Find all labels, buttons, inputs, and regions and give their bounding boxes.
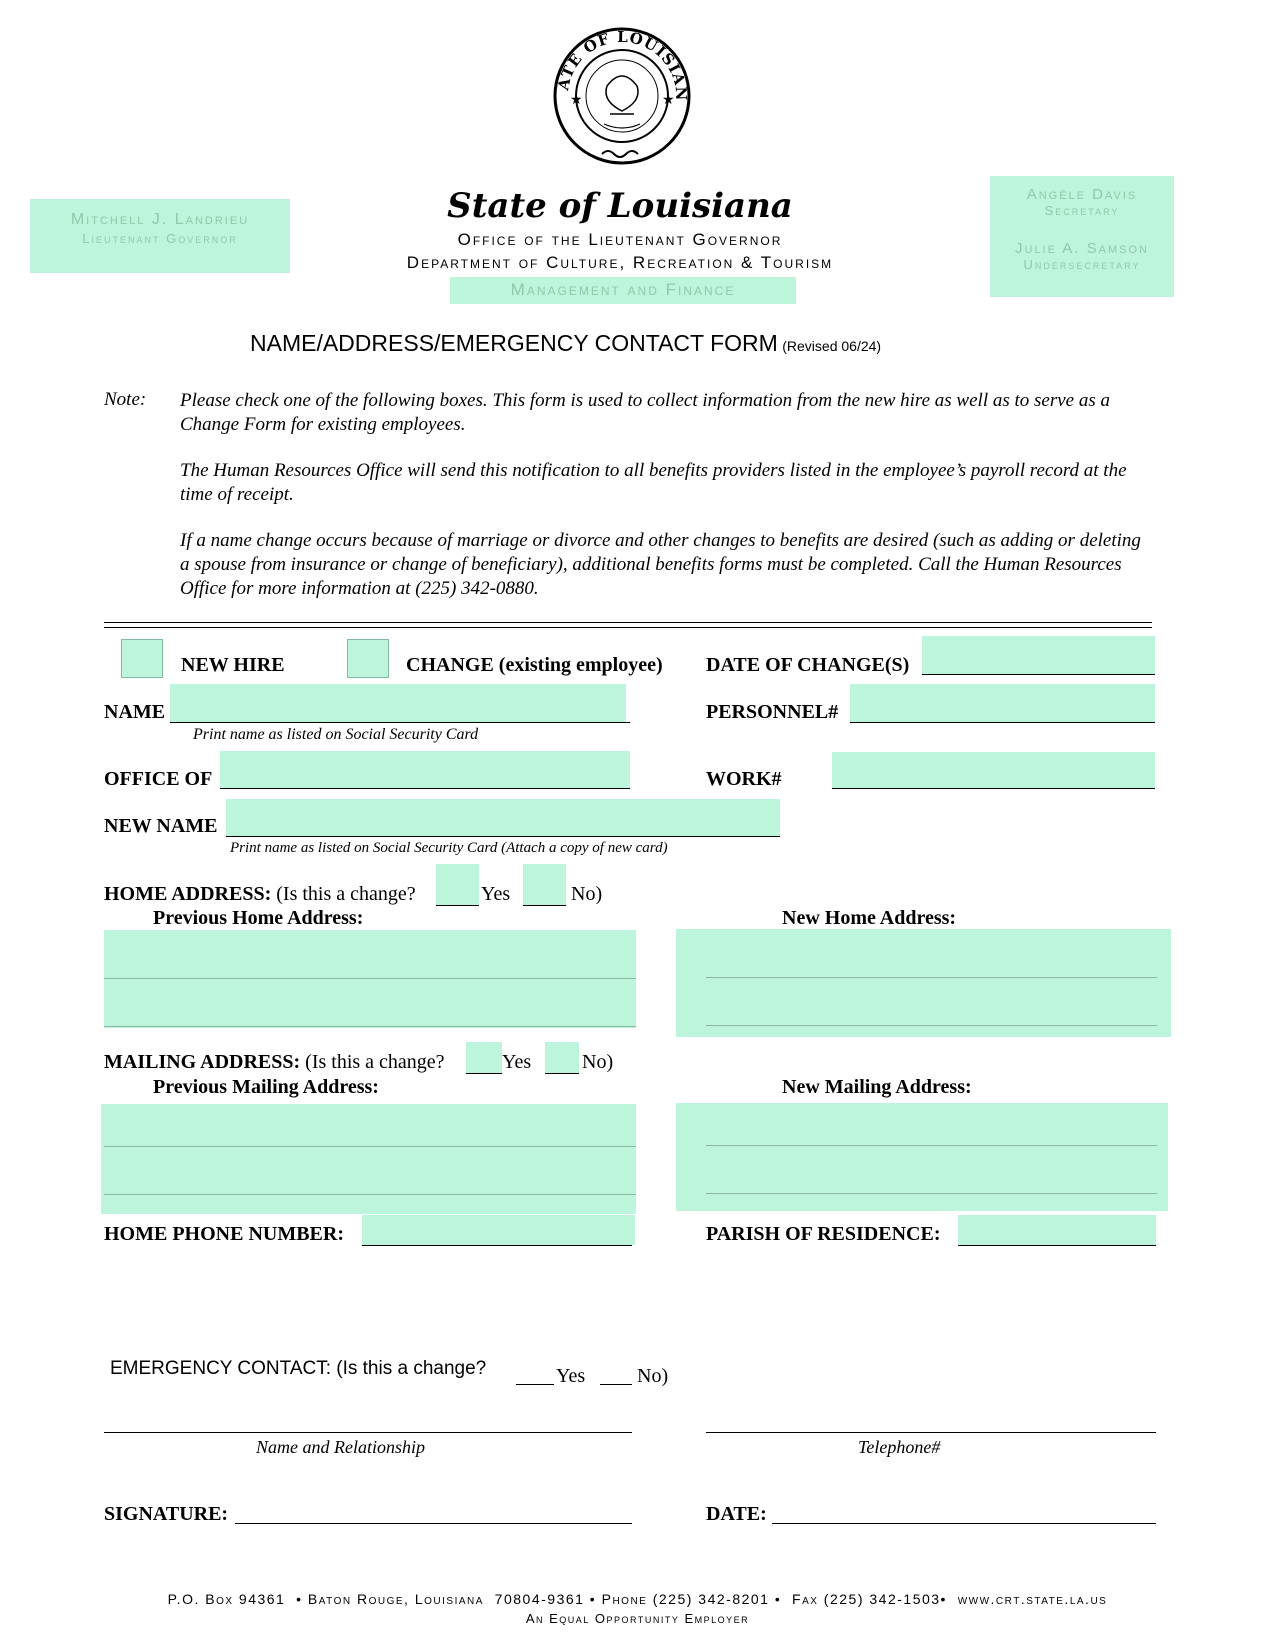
change-label: CHANGE (existing employee) bbox=[406, 654, 663, 676]
home-change-no-box[interactable] bbox=[523, 864, 566, 906]
division-box: Management and Finance bbox=[450, 277, 796, 304]
mailing-address-label: MAILING ADDRESS: bbox=[104, 1051, 301, 1073]
name-field[interactable] bbox=[170, 684, 626, 722]
prev-mailing-label: Previous Mailing Address: bbox=[153, 1076, 379, 1098]
prev-mailing-line-1 bbox=[104, 1146, 636, 1147]
home-yes-line bbox=[436, 905, 479, 906]
signature-label: SIGNATURE: bbox=[104, 1503, 229, 1525]
prev-mailing-address-field[interactable] bbox=[101, 1104, 636, 1214]
home-address-row bbox=[104, 883, 416, 906]
personnel-field[interactable] bbox=[850, 684, 1155, 722]
home-change-yes-box[interactable] bbox=[436, 864, 479, 906]
home-phone-label: HOME PHONE NUMBER: bbox=[104, 1223, 344, 1245]
mailing-change-question: (Is this a change? bbox=[305, 1051, 445, 1073]
footer-eoe: An Equal Opportunity Employer bbox=[525, 1611, 750, 1626]
divider bbox=[104, 622, 1152, 628]
office-of-field[interactable] bbox=[220, 751, 630, 788]
form-title-row bbox=[250, 330, 881, 357]
new-mailing-line-1 bbox=[706, 1145, 1157, 1146]
home-phone-field[interactable] bbox=[362, 1215, 635, 1245]
work-field[interactable] bbox=[832, 752, 1155, 788]
date-label: DATE: bbox=[706, 1503, 767, 1525]
mailing-no-label: No) bbox=[582, 1051, 614, 1073]
home-phone-line bbox=[362, 1245, 632, 1246]
personnel-line bbox=[850, 722, 1155, 723]
home-no-label: No) bbox=[571, 883, 603, 905]
mailing-change-yes-box[interactable] bbox=[466, 1042, 502, 1074]
personnel-label: PERSONNEL# bbox=[706, 701, 839, 723]
new-mailing-label: New Mailing Address: bbox=[782, 1076, 972, 1098]
name-line bbox=[170, 722, 630, 723]
parish-label: PARISH OF RESIDENCE: bbox=[706, 1223, 941, 1245]
prev-home-label: Previous Home Address: bbox=[153, 907, 364, 929]
new-name-hint: Print name as listed on Social Security Card (Attach a copy of new card) bbox=[230, 840, 668, 856]
department-name: Department of Culture, Recreation & Tourism bbox=[406, 253, 834, 272]
date-of-change-line bbox=[922, 674, 1155, 675]
seal-text: ATE OF LOUISIAN bbox=[554, 27, 691, 102]
emergency-no-label: No) bbox=[637, 1365, 669, 1387]
mailing-no-line bbox=[545, 1073, 579, 1074]
lt-governor-name: Mitchell J. Landrieu bbox=[70, 211, 250, 228]
date-of-change-label: DATE OF CHANGE(S) bbox=[706, 654, 910, 676]
contact-telephone-line[interactable] bbox=[706, 1432, 1156, 1433]
mailing-yes-line bbox=[466, 1073, 502, 1074]
new-hire-checkbox[interactable] bbox=[121, 639, 163, 678]
name-hint: Print name as listed on Social Security Card bbox=[193, 726, 479, 743]
new-home-label: New Home Address: bbox=[782, 907, 957, 929]
contact-name-hint: Name and Relationship bbox=[256, 1437, 425, 1457]
undersecretary-name: Julie A. Samson bbox=[1015, 240, 1149, 257]
contact-name-line[interactable] bbox=[104, 1432, 632, 1433]
home-change-question: (Is this a change? bbox=[276, 883, 416, 905]
mailing-yes-label: Yes bbox=[502, 1051, 532, 1073]
footer-address: P.O. Box 94361 • Baton Rouge, Louisiana 70804-9361 • Phone (225) 342-8201 • Fax (225) 342-1503• www.crt.state.la.us bbox=[167, 1591, 1108, 1607]
work-line bbox=[832, 788, 1155, 789]
lt-governor-box bbox=[30, 199, 290, 273]
emergency-contact-label: EMERGENCY CONTACT: (Is this a change? bbox=[110, 1358, 487, 1379]
home-no-line bbox=[523, 905, 566, 906]
undersecretary-title: Undersecretary bbox=[1023, 257, 1141, 272]
note-paragraph-1: Please check one of the following boxes. This form is used to collect information from the new hire as well as to serve as a Change Form for existing employees. bbox=[180, 390, 1110, 435]
state-name: State of Louisiana bbox=[447, 186, 793, 226]
form-title: NAME/ADDRESS/EMERGENCY CONTACT FORM bbox=[250, 330, 778, 356]
home-yes-label: Yes bbox=[481, 883, 511, 905]
new-mailing-address-field[interactable] bbox=[676, 1103, 1168, 1211]
new-mailing-line-2 bbox=[706, 1193, 1157, 1194]
work-label: WORK# bbox=[706, 768, 782, 790]
form-revised: (Revised 06/24) bbox=[782, 338, 882, 354]
new-hire-label: NEW HIRE bbox=[181, 654, 285, 676]
note-block bbox=[180, 389, 1150, 623]
office-name: Office of the Lieutenant Governor bbox=[457, 230, 783, 249]
date-of-change-field[interactable] bbox=[922, 636, 1155, 674]
home-address-label: HOME ADDRESS: bbox=[104, 883, 272, 905]
name-label: NAME bbox=[104, 701, 166, 723]
new-home-line-1 bbox=[706, 977, 1157, 978]
office-of-label: OFFICE OF bbox=[104, 768, 213, 790]
mailing-change-no-box[interactable] bbox=[545, 1042, 579, 1074]
secretary-title: Secretary bbox=[1044, 203, 1120, 218]
date-line[interactable] bbox=[772, 1523, 1156, 1524]
new-home-line-2 bbox=[706, 1025, 1157, 1026]
secretary-name: Angèle Davis bbox=[1026, 186, 1138, 203]
new-name-line bbox=[226, 836, 780, 837]
prev-home-line-1 bbox=[104, 978, 636, 979]
new-name-label: NEW NAME bbox=[104, 815, 218, 837]
new-home-address-field[interactable] bbox=[676, 929, 1171, 1037]
svg-text:★: ★ bbox=[570, 92, 583, 108]
new-name-field[interactable] bbox=[226, 799, 780, 836]
svg-text:STATE OF LOUISIANA bbox=[552, 26, 690, 102]
state-seal bbox=[552, 26, 692, 166]
emergency-no-line bbox=[600, 1384, 632, 1385]
lt-governor-title: Lieutenant Governor bbox=[82, 231, 238, 246]
note-paragraph-2: The Human Resources Office will send this notification to all benefits providers listed in the employee’s payroll record at the time of receipt. bbox=[180, 460, 1127, 505]
office-of-line bbox=[220, 788, 630, 789]
emergency-yes-label: Yes bbox=[556, 1365, 586, 1387]
parish-field[interactable] bbox=[958, 1215, 1156, 1245]
prev-mailing-line-2 bbox=[104, 1194, 636, 1195]
signature-line[interactable] bbox=[235, 1523, 632, 1524]
contact-telephone-hint: Telephone# bbox=[858, 1437, 941, 1457]
emergency-yes-line bbox=[516, 1384, 554, 1385]
prev-home-address-field[interactable] bbox=[104, 930, 636, 1028]
svg-text:★: ★ bbox=[662, 92, 675, 108]
note-label: Note: bbox=[104, 389, 147, 410]
note-paragraph-3: If a name change occurs because of marriage or divorce and other changes to benefits are desired (such as adding or deleting a spouse from insurance or change of beneficiary), additional benefits forms must be completed. Call the Human Resources Office for more information at (225) 342-0880. bbox=[180, 530, 1141, 599]
mailing-address-row bbox=[104, 1051, 445, 1074]
secretary-box bbox=[990, 176, 1174, 297]
change-checkbox[interactable] bbox=[347, 639, 389, 678]
prev-home-line-2 bbox=[104, 1026, 636, 1027]
parish-line bbox=[958, 1245, 1156, 1246]
